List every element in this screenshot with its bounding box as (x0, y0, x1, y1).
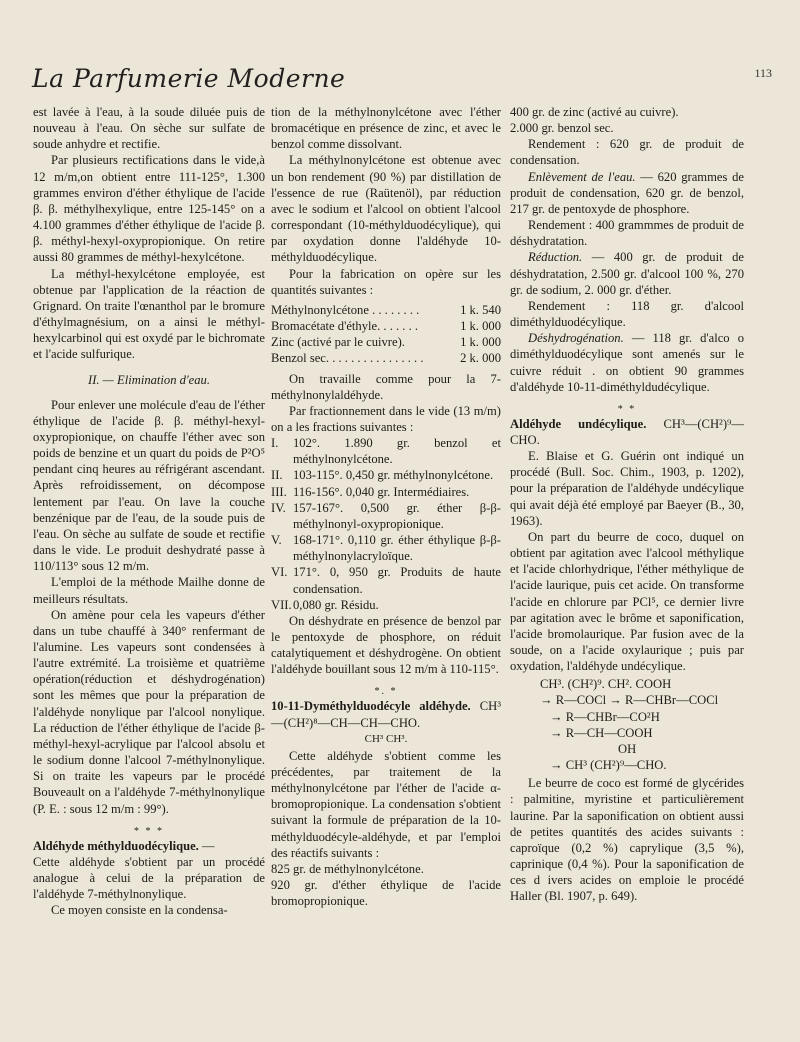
reaction-substituent: OH (618, 741, 637, 756)
heading-dash: — (198, 838, 215, 853)
paragraph: On travaille comme pour la 7-méthylnonylaldéhyde. (271, 371, 501, 402)
step-text: — 400 gr. de produit de déshydratation, 2.500 gr. d'alcool 100 %, 270 gr. de sodium, 2. 000 gr. d'éther. (510, 250, 744, 297)
list-number: V. (271, 533, 282, 548)
table-row (271, 302, 501, 318)
list-item (271, 484, 501, 500)
list-text: 171°. 0, 950 gr. Produits de haute condensation. (293, 565, 501, 596)
column-2 (271, 104, 501, 909)
list-item (271, 467, 501, 483)
table-cell: Benzol sec. . . . . . . . . . . . . . . . (271, 351, 424, 366)
section-heading (33, 838, 265, 854)
list-item (271, 500, 501, 532)
step-label: Réduction. (528, 250, 583, 265)
paragraph: Rendement : 400 grammmes de produit de déshydratation. (510, 218, 744, 249)
section-heading: II. — Elimination d'eau. (88, 372, 210, 387)
step-label: Enlèvement de l'eau. (528, 169, 636, 184)
reaction-step: → CH³ (CH²)⁹—CHO. (550, 758, 667, 773)
reaction-step: CH³. (CH²)⁹. CH². COOH (540, 677, 672, 692)
paragraph: Cette aldéhyde s'obtient par un procédé analogue à celui de la préparation de l'aldéhyde 7-méthylnonylique. (33, 854, 265, 902)
list-text: 0,080 gr. Résidu. (293, 597, 379, 612)
table-cell: 2 k. 000 (460, 351, 501, 366)
paragraph: E. Blaise et G. Guérin ont indiqué un procédé (Bull. Soc. Chim., 1903, p. 1202), pour la préparation de l'aldéhyde undécylique qui avait déjà été employé par Baeyer (B., 30, 1963). (510, 449, 744, 528)
list-item (271, 597, 501, 613)
table-row (271, 350, 501, 366)
paragraph: Par plusieurs rectifications dans le vide,à 12 m/m,on obtient entre 111-125°, 1.300 grammes environ d'éther éthylique de l'acide β. β. méthylhexylique, entre 125-145° on a 4.100 grammes d'éther éthylique de l'acide β. β. méthyl-hexyl-oxypropionique. On retire aussi 80 grammes de méthyl-hexylcétone. (33, 153, 265, 265)
chemical-formula: CH³—(CH²)⁸—CH—CH—CHO. (271, 699, 501, 730)
paragraph: La méthylnonylcétone est obtenue avec un bon rendement (90 %) par distillation de l'essence de rue (Raütenöl), par réduction avec le sodium et l'alcool on obtient l'alcool correspondant (10-méthylduodécylique), qui par oxydation donne l'aldéhyde 10-méthylduodécylique. (271, 153, 501, 265)
list-number: II. (271, 468, 283, 483)
paragraph: 400 gr. de zinc (activé au cuivre). (510, 105, 679, 119)
paragraph: Rendement : 620 gr. de produit de condensation. (510, 137, 744, 168)
list-text: 157-167°. 0,500 gr. éther β-β-méthylnonyl-oxypropionique. (293, 500, 501, 531)
list-number: VI. (271, 565, 288, 580)
step-label: Déshydrogénation. (528, 331, 624, 346)
reaction-step: → R—CH—COOH (550, 725, 653, 740)
list-number: III. (271, 484, 287, 499)
heading-text: 10-11-Dyméthylduodécyle aldéhyde. (271, 699, 471, 714)
step-text: — 620 grammes de produit de condensation, 620 gr. de benzol, 217 gr. de pentoxyde de phosphore. (510, 169, 744, 216)
reagent-line: 920 gr. d'éther éthylique de l'acide bromopropionique. (271, 878, 501, 909)
heading-text: Aldéhyde undécylique. (510, 416, 647, 431)
list-item (271, 564, 501, 596)
paragraph: Ce moyen consiste en la condensa- (51, 903, 228, 918)
paragraph (510, 169, 744, 217)
list-text: 116-156°. 0,040 gr. Intermédiaires. (293, 484, 470, 499)
list-number: IV. (271, 500, 286, 515)
paragraph (510, 330, 744, 395)
paragraph: On part du beurre de coco, duquel on obtient par agitation avec l'alcool méthylique et l'acide chlorhydrique, l'éther méthylique de l'acide laurique, puis cet acide. On transforme l'acide en chlorure par PCl⁵, ce dernier livre par agitation avec le brôme et saponification, l'acide bromolaurique. Par fusion avec de la soude, on a l'acide oxylaurique ; puis par oxydation, l'aldéhyde undécylique. (510, 529, 744, 674)
step-text: — 118 gr. d'alco o diméthylduodécylique sont amenés sur le cuivre réduit . on obtient 90 grammes d'aldéhyde 10-11-diméthyldudécylique. (510, 331, 744, 394)
paragraph: Rendement : 118 gr. d'alcool diméthylduodécylique. (510, 298, 744, 330)
journal-title: La Parfumerie Moderne (32, 64, 346, 93)
section-separator: * * (617, 403, 637, 415)
list-text: 168-171°. 0,110 gr. éther éthylique β-β-méthylnonylacryloïque. (293, 533, 501, 564)
heading-text: Aldéhyde méthylduodécylique. (33, 838, 199, 853)
paragraph: Pour enlever une molécule d'eau de l'éther éthylique de l'acide β. β. méthyl-hexyl-oxypropionique, on chauffe l'éther avec son poids de benzine et un quart du poids de P²O⁵ pendant cinq heures au réfrigérant ascendant. Après refroidissement, on décompose lentement par l'eau. On lave la couche benzénique par de l'eau, de la soude puis de l'eau. On sèche au sulfate de soude et rectifie dans le vide. Le produit deshydraté passe à 110/113° sous 12 m/m. (33, 397, 265, 574)
paragraph: 2.000 gr. benzol sec. (510, 121, 614, 136)
section-heading (271, 698, 501, 730)
reagent-line: 825 gr. de méthylnonylcétone. (271, 861, 424, 876)
list-number: VII. (271, 597, 292, 612)
table-cell: 1 k. 000 (460, 335, 501, 350)
list-item (271, 435, 501, 467)
paragraph: est lavée à l'eau, à la soude diluée puis de nouveau à l'eau. On sèche sur sulfate de soude anhydre et rectifie. (33, 105, 265, 152)
reaction-step: → R—CHBr—CO²H (550, 709, 660, 724)
paragraph: L'emploi de la méthode Mailhe donne de meilleurs résultats. (33, 575, 265, 606)
section-heading (510, 416, 744, 448)
list-item (271, 532, 501, 564)
paragraph: La méthyl-hexylcétone employée, est obtenue par l'application de la réaction de Grignard. On traite l'œnanthol par le bromure d'éthylmagnésium, on a ainsi le méthyl-hexylcarbinol qui est oxydé par le bichromate et l'acide sulfurique. (33, 266, 265, 362)
fractions-list (271, 435, 501, 613)
table-cell: 1 k. 540 (460, 302, 501, 317)
paragraph: Par fractionnement dans le vide (13 m/m) on a les fractions suivantes : (271, 403, 501, 434)
table-row (271, 334, 501, 350)
page-header (32, 64, 772, 100)
formula-substituents (271, 733, 501, 746)
list-text: 102°. 1.890 gr. benzol et méthylnonylcétone. (293, 436, 501, 467)
section-separator: *. * (374, 686, 398, 698)
list-text: 103-115°. 0,450 gr. méthylnonylcétone. (293, 468, 494, 483)
table-cell: Zinc (activé par le cuivre). (271, 335, 405, 350)
column-1 (33, 104, 265, 919)
table-cell: Méthylnonylcétone . . . . . . . . (271, 302, 420, 317)
paragraph: Le beurre de coco est formé de glycérides : palmitine, myristine et particulièrement laurine. Par la saponification on obtient aussi de petites quantités des acides suivants : caproïque (0,2 %) caprylique (3,5 %), caprinique (0,4 %). Pour la saponification de ces d ivers acides on emploie le procédé Haller (Bl. 1907, p. 649). (510, 776, 744, 904)
chemical-formula: CH³—(CH²)⁹—CHO. (510, 416, 744, 447)
paragraph: On amène pour cela les vapeurs d'éther dans un tube chauffé à 340° renfermant de l'alumine. Les vapeurs sont condensées à l'autre extrémité. La troisième et quatrième opération(réduction et déshydrogénation) sont les mêmes que pour la préparation de l'aldéhyde nonylique par l'alcool nonylique. La réduction de l'éther éthylique de l'acide β-méthyl-hexyl-acrylique par l'alcool absolu et le sodium donne l'alcool 7-méthylnonylique. Si on traite les vapeurs par le procédé Bouveault on a l'aldéhyde 7-méthylnonylique (P. E. : sous 12 m/m : 99°). (33, 607, 265, 816)
table-row (271, 318, 501, 334)
formula-sub: CH³ CH³. (364, 732, 408, 745)
table-cell: 1 k. 000 (460, 319, 501, 334)
paragraph: Cette aldéhyde s'obtient comme les précédentes, par traitement de la méthylnonylcétone par l'éther de l'acide α-bromopropionique. La condensation s'obtient suivant la formule de préparation de la 10-méthylduodécyle-aldéhyde, et par l'emploi des réactifs suivants : (271, 748, 501, 860)
section-separator: * * * (134, 825, 164, 837)
paragraph (510, 249, 744, 297)
reaction-step: → R—COCl → R—CHBr—COCl (540, 693, 719, 708)
paragraph: On déshydrate en présence de benzol par le pentoxyde de phosphore, on réduit catalytiquement et déshydrogène. On obtient l'aldéhyde bouillant sous 12 m/m à 110-115°. (271, 613, 501, 677)
paragraph: Pour la fabrication on opère sur les quantités suivantes : (271, 266, 501, 297)
reaction-scheme (540, 676, 744, 773)
paragraph: tion de la méthylnonylcétone avec l'éther bromacétique en présence de zinc, et avec le benzol comme dissolvant. (271, 105, 501, 152)
list-number: I. (271, 436, 279, 451)
quantities-table (271, 302, 501, 367)
column-3 (510, 104, 744, 905)
page-number: 113 (754, 66, 772, 80)
table-cell: Bromacétate d'éthyle. . . . . . . (271, 319, 419, 334)
